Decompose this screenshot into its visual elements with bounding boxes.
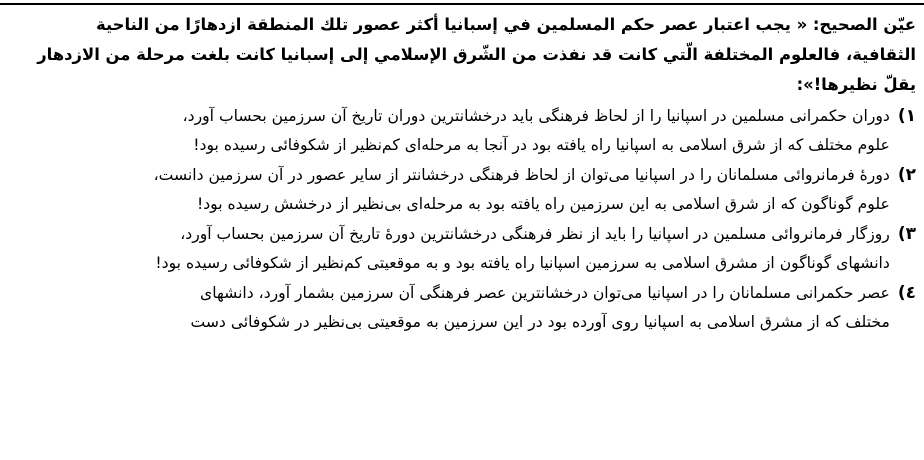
top-rule (0, 3, 924, 5)
option-text (6, 279, 890, 337)
option-text (6, 161, 890, 219)
option-4[interactable] (6, 279, 916, 337)
option-line: دوران حکمرانی مسلمین در اسپانیا را از لحاظ فرهنگی باید درخشانترین دوران تاریخ آن سرزمین بحساب آورد، (182, 107, 890, 125)
option-line: دورۀ فرمانروائی مسلمانان را در اسپانیا می‌توان از لحاظ فرهنگی درخشانتر از سایر عصور در آن سرزمین دانست، (153, 166, 890, 184)
option-3[interactable] (6, 220, 916, 278)
option-line: روزگار فرمانروائی مسلمین در اسپانیا را باید از نظر فرهنگی درخشانترین دورۀ تاریخ آن سرزمین بحساب آورد، (180, 225, 890, 243)
question-line: الثقافية، فالعلوم المختلفة الّتي كانت قد نفذت من الشّرق الإسلامي إلى إسبانيا كانت بلغت مرحلة من الازدهار (37, 45, 916, 64)
option-number: ١) (897, 106, 916, 126)
question-line: يقلّ نظيرها!»: (796, 75, 916, 94)
option-line: دانشهای گوناگون از مشرق اسلامی به سرزمین اسپانیا راه یافته بود و به موقعیتی کم‌نظیر از شکوفائی رسیده بود! (155, 254, 890, 272)
option-number: ٤) (897, 283, 916, 303)
option-1[interactable] (6, 102, 916, 160)
option-number: ٢) (897, 165, 916, 185)
option-number: ٣) (897, 224, 916, 244)
option-text (6, 220, 890, 278)
question-stem (6, 10, 916, 100)
question-line: عيّن الصحيح: « يجب اعتبار عصر حكم المسلمين في إسبانيا أكثر عصور تلك المنطقة ازدهارًا من الناحية (96, 15, 916, 34)
option-line: علوم مختلف که از شرق اسلامی به اسپانیا راه یافته بود در آنجا به مرحله‌ای کم‌نظیر از شکوفائی رسیده بود! (193, 136, 890, 154)
question-block (6, 10, 916, 337)
option-line: عصر حکمرانی مسلمانان را در اسپانیا می‌توان درخشانترین عصر فرهنگی آن سرزمین بشمار آورد، دانشهای (200, 284, 890, 302)
option-line: مختلف که از مشرق اسلامی به اسپانیا روی آورده بود در این سرزمین به موقعیتی بی‌نظیر در شکوفائی دست (190, 313, 890, 331)
option-text (6, 102, 890, 160)
option-2[interactable] (6, 161, 916, 219)
option-line: علوم گوناگون که از شرق اسلامی به این سرزمین راه یافته بود به مرحله‌ای بی‌نظیر از درخشش رسیده بود! (196, 195, 890, 213)
